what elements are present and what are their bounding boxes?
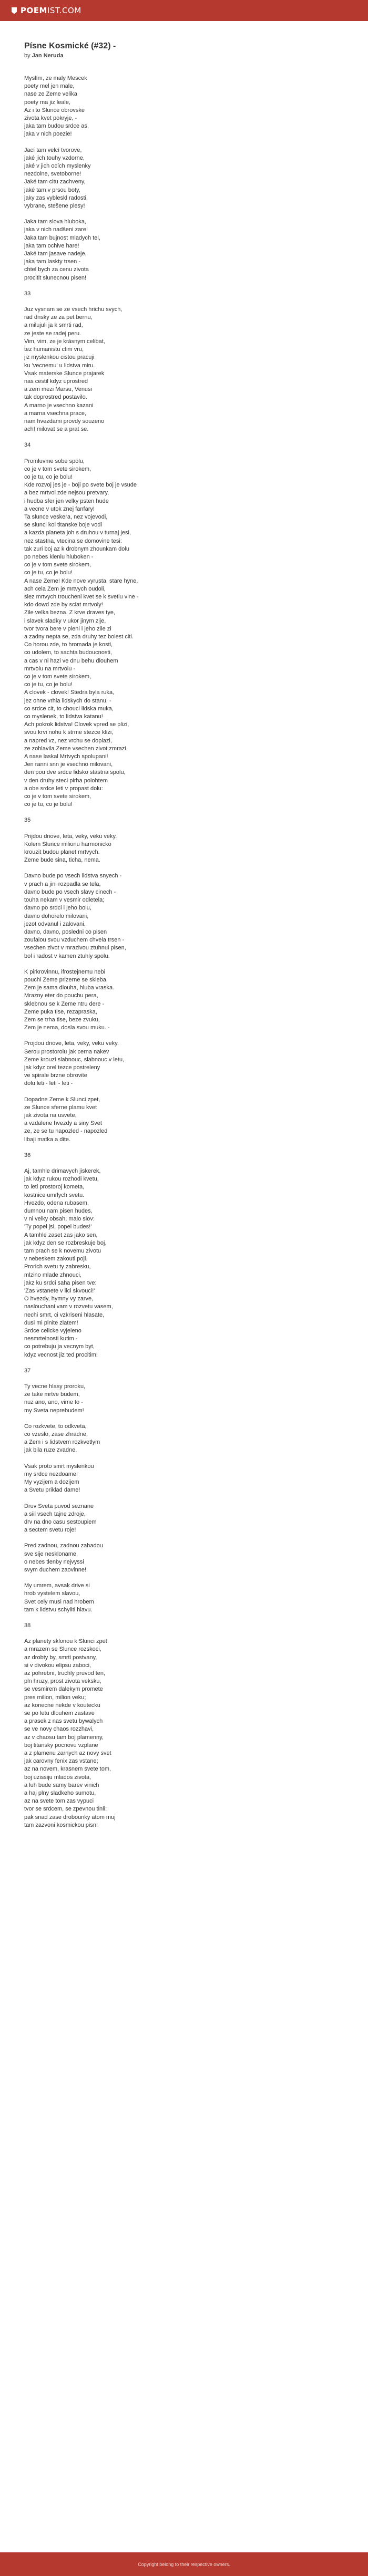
author-link[interactable]: Jan Neruda [32,53,64,59]
poem-line: Jaké tam jasave nadeje, [24,251,87,257]
poem-byline [24,51,368,60]
poem-line: ze zohlavila Zeme vsechen zivot zmrazi. [24,745,128,752]
poem-line: nechi smrt, ci vzkriseni hlasate, [24,1311,105,1318]
poem-stanza [24,816,368,824]
poem-line: tam k lidstvu schyliti hlavu. [24,1606,93,1613]
poem-line: a zem mezi Marsu, Venusi [24,386,92,393]
poem-line: Kolem Slunce milionu harmonicko [24,841,111,847]
poem-stanza [24,1096,368,1144]
poem-line: a obe srdce leti v propast dolu: [24,785,103,792]
poem-line: poety mel jen male, [24,83,75,90]
poem-line: drv na dno casu sestoupiem [24,1518,97,1525]
poem-line: Jaka tam slova hluboka, [24,219,87,225]
poem-line: davno dohorelo milovani, [24,913,89,919]
poem-stanza [24,1582,368,1614]
poem-line: Vim, vim, ze je kràsnym celibat, [24,338,105,345]
poem-line: touha nekam v vesmir odletela; [24,897,105,904]
poem-line: kdyz vecnost jiz ted procitim! [24,1351,98,1358]
poem-line: v prach a jini rozpadla se tela, [24,881,101,887]
poem-line: tam zazvoni kosmickou pisn! [24,1822,98,1828]
poem-line: den pou dve srdce lidsko stastna spolu, [24,769,126,776]
poem-line: mlzino mlade zhnouci, [24,1271,81,1278]
poem-line: poety ma jiz leale, [24,99,71,106]
site-logo[interactable] [12,6,81,15]
poem-line: naslouchani vam v rozvetu vasem, [24,1303,113,1310]
poem-line: Ach pokrok lidstva! Clovek vpred se plizi, [24,721,129,728]
poem-line: Kde rozvoj jes je - boji po svete boj je vsude [24,482,137,489]
poem-stanza [24,1542,368,1574]
poem-line: v ni velky obsah, malo slov: [24,1216,95,1223]
poem-stanza [24,1152,368,1160]
poem-line: Co horou zde, to hromada je kosti, [24,642,113,648]
poem-line: jak kdyz rukou rozhodi kvetu, [24,1176,99,1183]
poem-line: Srdce celicke vyjeleno [24,1328,81,1334]
poem-line: ze take mrtve budem, [24,1391,80,1398]
poem-content [0,21,368,2552]
poem-stanza [24,218,368,282]
poem-line: jak zivota na usvete, [24,1112,77,1119]
poem-line: a luh bude samy barev vinich [24,1782,99,1788]
poem-line: a haj plny sladkeho sumotu, [24,1790,96,1796]
poem-line: si v divokou elipsu zaboci, [24,1662,91,1669]
poem-line: co je tu, co je bolu! [24,681,73,688]
poem-line: pln hruzy, prost zivota veksku, [24,1678,101,1685]
poem-line: 'Ty popel jsi, popel budes!' [24,1224,92,1230]
poem-line: nas cestil kdyz uprostred [24,378,88,385]
poem-line: jak kdyz den se rozbreskuje boj, [24,1239,107,1246]
poem-body [24,75,368,1829]
poem-line: az pohrebni, truchly pruvod ten, [24,1670,106,1677]
poem-line: v nebeskem zakouti poji. [24,1256,88,1263]
poem-line: co vzeslo, zase zhradne, [24,1431,88,1438]
poem-line: az drobty by, smrti postvany, [24,1654,97,1661]
poem-stanza [24,441,368,449]
poem-line: se slunci kol titanske boje vodi [24,522,102,529]
poem-line: co je tu, co je bolu! [24,570,73,576]
poem-line: a napred vz, nez vrchu se doplazi, [24,737,112,744]
poem-line: a sectem svetu roje! [24,1527,76,1534]
poem-line: davno, davno, posledni co pisen [24,928,107,935]
poem-line: a kazda planeta joh s druhou v turnaj jesi, [24,530,131,536]
poem-line: co myslenek, to lidstva katanu! [24,713,103,720]
poem-line: 34 [24,442,31,449]
poem-line: tvor se srdcem, se zpevnou tinli: [24,1806,107,1813]
poem-line: A marno je vsechno kazani [24,402,94,409]
poem-line: zivota kvet pokryje, - [24,115,77,122]
poem-line: nam hvezdami provdy souzeno [24,418,105,425]
poem-line: Jací tam velcí tvorove, [24,147,82,153]
poem-line: jak kdyz orel tezce postreleny [24,1064,100,1071]
poem-line: Serou prostoroiu jak cerna nakev [24,1048,109,1055]
poem-line: co je v tom svete sirokem, [24,465,91,472]
poem-line: my Sveta neprebudem! [24,1407,84,1414]
poem-line: co je tu, co je bolu! [24,473,73,480]
poem-line: a bez mrtvol zde nejsou pretvary, [24,490,109,496]
poem-line: O hvezdy, hymny vy zarve, [24,1296,94,1302]
poem-line: Mrazny eter do pouchu pera, [24,992,98,999]
poem-line: tam prach se k novemu zivotu [24,1248,101,1255]
poem-line: v den druhy steci pirha polohtem [24,777,108,784]
poem-line: mrtvolu na mrtvolu - [24,665,76,672]
poem-line: Prorich svetu ty zabresku, [24,1264,91,1270]
poem-line: a marna vsechna prace, [24,410,87,417]
poem-line: sklebnou se k Zeme ntru dere - [24,1000,105,1007]
poem-line: se po letu dlouhem zastave [24,1710,95,1716]
logo-text [21,6,81,15]
poem-line: dumnou nam pisen hudes, [24,1208,93,1214]
poem-line: se vesmirem dalekym promete [24,1686,103,1693]
poem-line: co srdce cit, to chouci lidska muka, [24,705,114,712]
poem-line: i hudba sfer jen velky psten hude [24,498,109,504]
poem-line: a vzdalene hvezdy a siny Svet [24,1120,102,1127]
poem-stanza [24,1503,368,1535]
poem-line: jiz myslenkou cistou pracuji [24,354,95,361]
poem-line: sve sije neskloname, [24,1550,78,1557]
poem-line: hrob vystelem slavou, [24,1590,80,1597]
poem-line: Projdou dnove, leta, veky, veku veky. [24,1040,119,1047]
poem-line: zoufalou svou vzduchem chvela trsen - [24,937,125,944]
poem-stanza [24,1167,368,1359]
poem-line: Zem se trha tise, beze zvuku, [24,1016,100,1023]
poem-line: Zem je sama dlouha, hluba vraska. [24,985,115,991]
poem-line: az na novem, krasnem svete tom, [24,1766,111,1773]
poem-line: jaké tam v prsou boty, [24,187,80,193]
poem-stanza [24,147,368,211]
poem-line: bol i radost v kamen ztuhly spolu. [24,953,110,959]
poem-line: co je tu, co je bolu! [24,801,73,808]
poem-line: nase ze Zeme velika [24,91,77,98]
poem-line: Zeme bude sina, ticha, nema. [24,857,100,864]
poem-line: Prijdou dnove, leta, veky, veku veky. [24,833,117,840]
poem-line: Jaké tam citu zachveny, [24,179,86,185]
poem-line: a cas v ni hazi ve dnu behu dlouhem [24,657,118,664]
poem-line: ve spirale brzne obrovite [24,1072,87,1079]
poem-line: dusi mi plnite zlatem! [24,1319,78,1326]
poem-line: my srdce nezdoame! [24,1471,78,1477]
poem-line: kostnice umrlych svetu. [24,1192,85,1198]
poem-line: Ty vecne hlasy proroku, [24,1383,86,1390]
site-footer [0,2552,368,2576]
poem-line: jez ohne vrhla lidskych do stanu, - [24,697,111,704]
poem-line: jaké jich touhy vzdorne, [24,154,85,161]
poem-stanza [24,458,368,809]
poem-line: tak doprostred postavilo. [24,394,87,401]
poem-line: nesmrtelnosti kutim - [24,1336,78,1342]
poem-stanza [24,1622,368,1630]
poem-line: Svet cely musi nad hrobem [24,1598,94,1605]
poem-line: ach cela Zem je mrtvych oudoli, [24,585,106,592]
poem-line: a siil vsech tajne zdroje, [24,1511,86,1517]
poem-line: co udolem, to sachta budoucnosti, [24,649,112,656]
poem-line: davno bude po vsech slavy cinech - [24,888,116,895]
poem-line: libaji matka a dite. [24,1136,71,1143]
poem-stanza [24,1423,368,1455]
poem-stanza [24,75,368,139]
poem-line: My vyzijem a dozijem [24,1479,79,1486]
poem-line: Vsak materske Slunce prajarek [24,370,105,377]
poem-line: Ta slunce veskera, nez vojevodi, [24,513,108,520]
poem-line: pak snad zase drobounky atom muj [24,1814,116,1820]
poem-line: Myslím, ze maly Mescek [24,75,87,81]
poem-line: Vsak proto smrt myslenkou [24,1463,94,1470]
poem-line: Hvezdo, odena rubasem, [24,1199,89,1206]
poem-line: ze Slunce sferne plamu kvet [24,1104,97,1111]
poem-line: Jaka tam bujnost mladych tel, [24,234,100,241]
poem-line: ach! milovat se a prat se. [24,426,89,433]
poem-stanza [24,833,368,865]
poem-line: davno po srdci i jeho bolu, [24,905,91,912]
poem-stanza [24,1040,368,1088]
poem-line: a Svetu priklad dame! [24,1487,80,1494]
poem-line: jezot odvanul i zalovani. [24,920,86,927]
poem-line: chtel bych za cenu zivota [24,266,89,273]
poem-line: 33 [24,290,31,297]
poem-line: 37 [24,1367,31,1374]
poem-line: A nase Zeme! Kde nove vyrusta, stare hyne, [24,577,138,584]
poem-stanza [24,306,368,433]
poem-line: jaka v nich nadšeni zare! [24,226,88,233]
poem-line: A nase laskal Mrtvych spolupani! [24,753,108,760]
poem-line: co je v tom svete sirokem, [24,562,91,568]
poem-line: rad dnsky ze za pet bernu, [24,314,93,321]
poem-line: jak carovny fenix zas vstane; [24,1758,98,1765]
poem-line: tez humanistu ctim vru, [24,346,84,353]
poem-line: az konecne nekde v koutecku [24,1702,100,1709]
logo-text-light: IST.COM [47,6,81,15]
poem-line: svym duchem zaovinne! [24,1566,86,1573]
copyright-text: Copyright belong to their respective owners. [138,2561,230,2567]
poem-line: jaka tam laskty trsen - [24,258,80,265]
logo-text-bold: POEM [21,6,47,15]
poem-line: Jen ranni snn je vsechno milovani, [24,761,113,768]
site-header [0,0,368,21]
poem-line: procitit slunecnou pisen! [24,274,87,281]
poem-line: jakz ku srdci saha pisen tve: [24,1279,97,1286]
poem-line: ku 'vecnemu' u lidstva miru. [24,362,95,369]
poem-line: nezdolne, svetoborne! [24,171,81,178]
poem-line: 38 [24,1622,31,1629]
poem-line: a zadny nepta se, zda druhy tez bolest citi. [24,634,134,640]
byline-prefix: by [24,53,32,59]
poem-line: to leti prostoroj kometa, [24,1184,85,1191]
poem-stanza [24,1463,368,1495]
poem-line: jaky zas vybleskl radosti, [24,194,88,201]
poem-line: jaka tam budou srdce as, [24,123,89,130]
poem-line: boj titansky pocnovu vzplane [24,1742,98,1749]
poem-line: nez stastna, vtecina se domovine tesi: [24,537,122,544]
poem-line: co je v tom svete sirokem, [24,793,91,800]
poem-line: a vecne v utok znej fanfary! [24,505,95,512]
poem-line: dolu leti - leti - leti - [24,1080,73,1087]
poem-line: boj uzissiju mlados zivota, [24,1774,91,1781]
poem-stanza [24,1638,368,1829]
poem-line: Zeme krouzi slabnouc, slabnouc v letu, [24,1056,125,1063]
poem-line: Dopadne Zeme k Slunci zpet, [24,1096,100,1103]
poem-line: jaka v nich poezie! [24,131,72,138]
poem-line: 'Zas vstanete v lici skvouci!' [24,1288,95,1295]
poem-line: jak bila ruze zvadne. [24,1447,77,1454]
poem-line: a Zem i s lidstvem rozkvetlym [24,1439,100,1446]
poem-line: az na svete tom zas vypuci [24,1798,94,1805]
poem-line: Az i to Slunce obrovske [24,107,85,113]
poem-line: Zeme puka tise, rezapraska, [24,1008,97,1015]
poem-line: Pred zadnou, zadnou zahadou [24,1543,103,1549]
poem-line: se ve novy chaos rozzhavi, [24,1726,94,1733]
quill-icon [12,7,17,14]
poem-stanza [24,1367,368,1375]
poem-line: vybrane, stešene plesy! [24,203,85,210]
poem-line: a prasek z nas svetu bywalych [24,1718,103,1725]
poem-line: Zile velka bezna. Z krve draves tye, [24,609,116,616]
poem-line: A tamhle zaset zas jako sen, [24,1232,98,1238]
poem-line: po nebes kleniu hluboken - [24,553,94,560]
poem-line: a milujuli ja k smrti rad, [24,322,83,329]
poem-stanza [24,1383,368,1415]
poem-line: 35 [24,817,31,824]
poem-line: Co rozkvete, to odkveta, [24,1423,87,1430]
poem-line: co je v tom svete sirokem, [24,674,91,680]
poem-line: tvor tvora bere v pleni i jeho zile zi [24,625,111,632]
poem-line: co potrebuju ja vecnym byt, [24,1343,95,1350]
poem-line: Promluvme sobe spolu, [24,458,85,464]
poem-line: Az planety sklonou k Slunci zpet [24,1638,107,1645]
poem-stanza [24,290,368,298]
poem-line: Aj, tamhle drimavych jiskerek, [24,1167,101,1174]
poem-line: Druv Sveta puvod seznane [24,1503,94,1509]
poem-line: Davno bude po vsech lidstva snyech - [24,873,122,880]
poem-line: o nebes tlenby nejvyssi [24,1558,84,1565]
poem-line: nuz ano, ano, vime to - [24,1399,83,1406]
poem-line: jaka tam ochive hare! [24,242,79,249]
poem-line: Zem je nema, dosla svou muku. - [24,1025,110,1031]
poem-line: slez mrtvych troucheni kvet se k svetlu vine - [24,593,139,600]
poem-line: K pirkrovinnu, ifrostejnemu nebi [24,968,106,975]
poem-line: My umrem, avsak drive si [24,1582,90,1589]
poem-line: az v chaosu tam boj plamenny, [24,1734,104,1741]
poem-line: pres milion, milion veku; [24,1694,86,1701]
poem-line: svou krvi nohu k strme stezce klizi, [24,729,114,736]
poem-line: 36 [24,1152,31,1158]
poem-title: Písne Kosmické (#32) - [24,42,116,50]
poem-line: vsechen zivot v mrazivou ztuhnul pisen, [24,945,126,951]
poem-line: tak zuri boj az k drobnym zhounkam dolu [24,545,129,552]
poem-stanza [24,968,368,1032]
poem-line: jaké v jich ocích myslenky [24,163,91,170]
poem-line: krouzit budou planet mrtvych. [24,849,100,856]
poem-line: i slavek sladky v ukor jinym zije, [24,617,106,624]
poem-line: ze jeste se radej peru. [24,330,81,337]
poem-line: ze, ze se tu napozled - napozled [24,1128,108,1135]
poem-line: kdo dowd zde by sciat mrtvoly! [24,602,103,608]
poem-line: a z plamenu zarnych az novy svet [24,1750,111,1756]
poem-line: Juz vysnam se ze vsech hrichu svych, [24,306,122,313]
poem-line: A clovek - clovek! Stedra byla ruka, [24,689,115,696]
poem-line: pouchi Zeme prizerne se skleba, [24,976,108,983]
poem-stanza [24,872,368,960]
poem-line: a mrazem se Slunce rozskoci, [24,1646,101,1653]
